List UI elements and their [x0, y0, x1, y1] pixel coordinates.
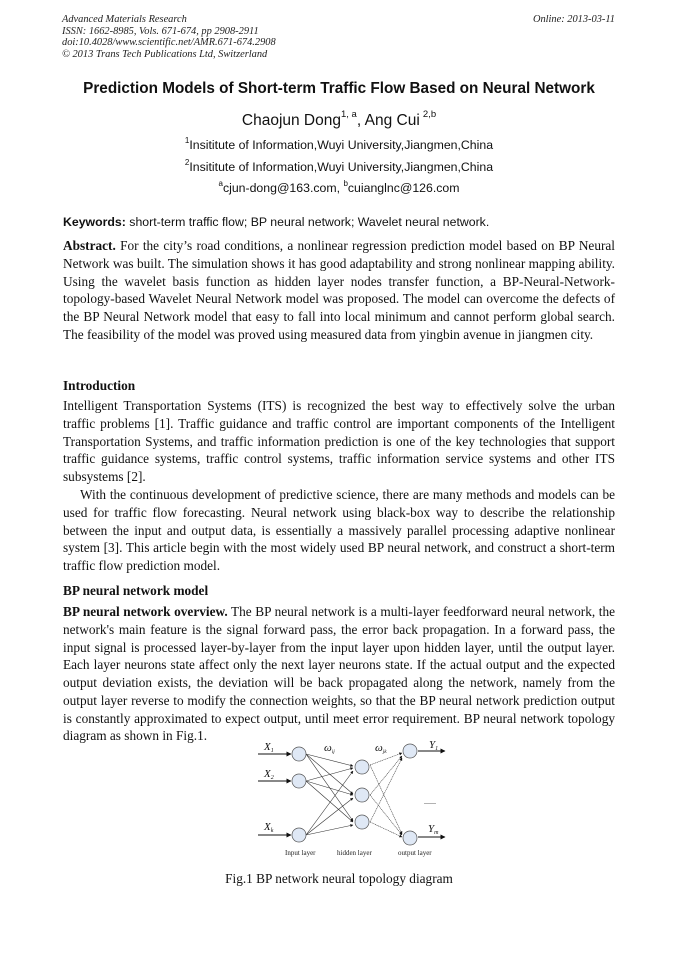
- author-affiliation-mark: 2,b: [422, 109, 437, 120]
- hidden-node: [355, 788, 369, 802]
- bp-network-topology-diagram: [258, 738, 448, 863]
- author-name: Chaojun Dong: [241, 112, 341, 129]
- svg-text:ωjk: ωjk: [375, 742, 387, 755]
- section-heading-bp-model: BP neural network model: [63, 583, 209, 598]
- author-emails: [0, 181, 678, 195]
- online-date: Online: 2013-03-11: [532, 14, 615, 25]
- input-arrows: [258, 754, 291, 835]
- output-label-y1: Y: [429, 739, 436, 751]
- keywords-text: short-term traffic flow; BP neural network; Wavelet neural network.: [125, 215, 490, 229]
- input-label-x2: X: [264, 768, 271, 780]
- bp-overview-lead: BP neural network overview.: [63, 604, 228, 619]
- svg-text:ωij: ωij: [324, 742, 335, 755]
- layer-labels: [285, 849, 432, 857]
- input-label-xk: X: [264, 821, 271, 833]
- abstract: [63, 237, 615, 344]
- weight-connections-ij: [306, 754, 353, 835]
- author-separator: ,: [356, 112, 365, 129]
- section-heading-introduction: Introduction: [63, 378, 136, 393]
- author-line: [0, 109, 678, 130]
- input-node: [292, 747, 306, 761]
- layer-label-hidden: hidden layer: [337, 849, 372, 857]
- output-node: [403, 831, 417, 845]
- svg-text:Xk: Xk: [264, 821, 274, 834]
- abstract-text: For the city’s road conditions, a nonlinear regression prediction model based on BP Neural Network was built. The simulation shows it has good adaptability and strong nonlinear mapping ability. Using the wavelet basis function as hidden layer nodes transfer function, a BP-Neural-Network-topology-based Wavelet Neural Network model was proposed. The model can overcome the defects of the BP Neural Network model that easy to fall into local minimum and cannot perform global search. The feasibility of the model was proved using measured data from yingbin avenue in jiangmen city.: [63, 238, 615, 342]
- layer-label-output: output layer: [398, 849, 432, 857]
- figure-caption: Fig.1 BP network neural topology diagram: [225, 871, 453, 886]
- weight-label-jk: ω: [375, 742, 383, 754]
- keywords: [63, 215, 489, 229]
- author-name: Ang Cui: [364, 112, 420, 129]
- paper-title: Prediction Models of Short-term Traffic Flow Based on Neural Network: [83, 80, 595, 97]
- affiliation-mark: 2: [184, 158, 190, 167]
- email-mark: b: [343, 179, 348, 188]
- network-nodes: [292, 744, 417, 845]
- output-ellipsis: ......: [424, 797, 436, 806]
- bp-overview-text: The BP neural network is a multi-layer feedforward neural network, the network's main feature is the signal forward pass, the error back propagation. In a forward pass, the input signal is processed layer-by-layer from the input layer upon hidden layer, until the output layer. Each layer neurons state affect only the next layer neurons state. If the actual output and the expected output deviation exists, the deviation will be back propagated along the network, namely from the output layer reverse to modify the connection weights, so that the BP neural network prediction output is constantly approximated to expect output, until meet error requirement. BP neural network topology diagram as shown in Fig.1.: [63, 604, 615, 744]
- svg-text:Y1: Y1: [429, 739, 439, 752]
- introduction-paragraph-1: Intelligent Transportation Systems (ITS) is recognized the best way to effectively solve the urban traffic problems [1]. Traffic guidance and traffic control are important components of the Intelligent Transportation Systems, and traffic information prediction is one of the key technologies that support traffic guidance systems, traffic control systems, traffic information service systems and other ITS subsystems [2].: [63, 398, 615, 484]
- affiliation-mark: 1: [184, 136, 190, 145]
- author-affiliation-mark: 1, a: [341, 109, 357, 120]
- weight-label-ij: ω: [324, 742, 332, 754]
- email-link[interactable]: cjun-dong@163.com,: [222, 181, 344, 195]
- hidden-node: [355, 760, 369, 774]
- svg-text:Ym: Ym: [428, 823, 439, 836]
- affiliation-1: [0, 138, 678, 152]
- input-node: [292, 774, 306, 788]
- affiliation-2: [0, 160, 678, 174]
- layer-label-input: Input layer: [285, 849, 316, 857]
- journal-name: Advanced Materials Research: [62, 14, 187, 25]
- affiliation-text: Insititute of Information,Wuyi University,Jiangmen,China: [189, 160, 494, 174]
- doi-line: doi:10.4028/www.scientific.net/AMR.671-674.2908: [62, 37, 276, 49]
- keywords-label: Keywords:: [63, 215, 126, 229]
- affiliation-text: Insititute of Information,Wuyi University,Jiangmen,China: [189, 138, 494, 152]
- copyright-line: © 2013 Trans Tech Publications Ltd, Switzerland: [62, 48, 268, 60]
- email-mark: a: [218, 179, 223, 188]
- output-node: [403, 744, 417, 758]
- issn-line: ISSN: 1662-8985, Vols. 671-674, pp 2908-2911: [62, 25, 259, 37]
- input-label-x1: X: [264, 741, 271, 753]
- weight-connections-jk: [370, 753, 402, 837]
- bp-overview-paragraph: [63, 603, 615, 745]
- input-node: [292, 828, 306, 842]
- svg-text:X1: X1: [264, 741, 274, 754]
- svg-text:X2: X2: [264, 768, 274, 781]
- introduction-paragraph-2: With the continuous development of predictive science, there are many methods and models can be used for traffic flow forecasting. Neural network using black-box way to describe the relationship between the input and output data, is essentially a massively parallel processing adaptive nonlinear system [3]. This article begin with the most widely used BP neural network, and construct a short-term traffic flow prediction model.: [63, 487, 615, 573]
- email-link[interactable]: cuianglnc@126.com: [347, 181, 460, 195]
- hidden-node: [355, 815, 369, 829]
- journal-header: [62, 14, 276, 60]
- abstract-label: Abstract.: [63, 238, 116, 253]
- output-label-ym: Y: [428, 823, 435, 835]
